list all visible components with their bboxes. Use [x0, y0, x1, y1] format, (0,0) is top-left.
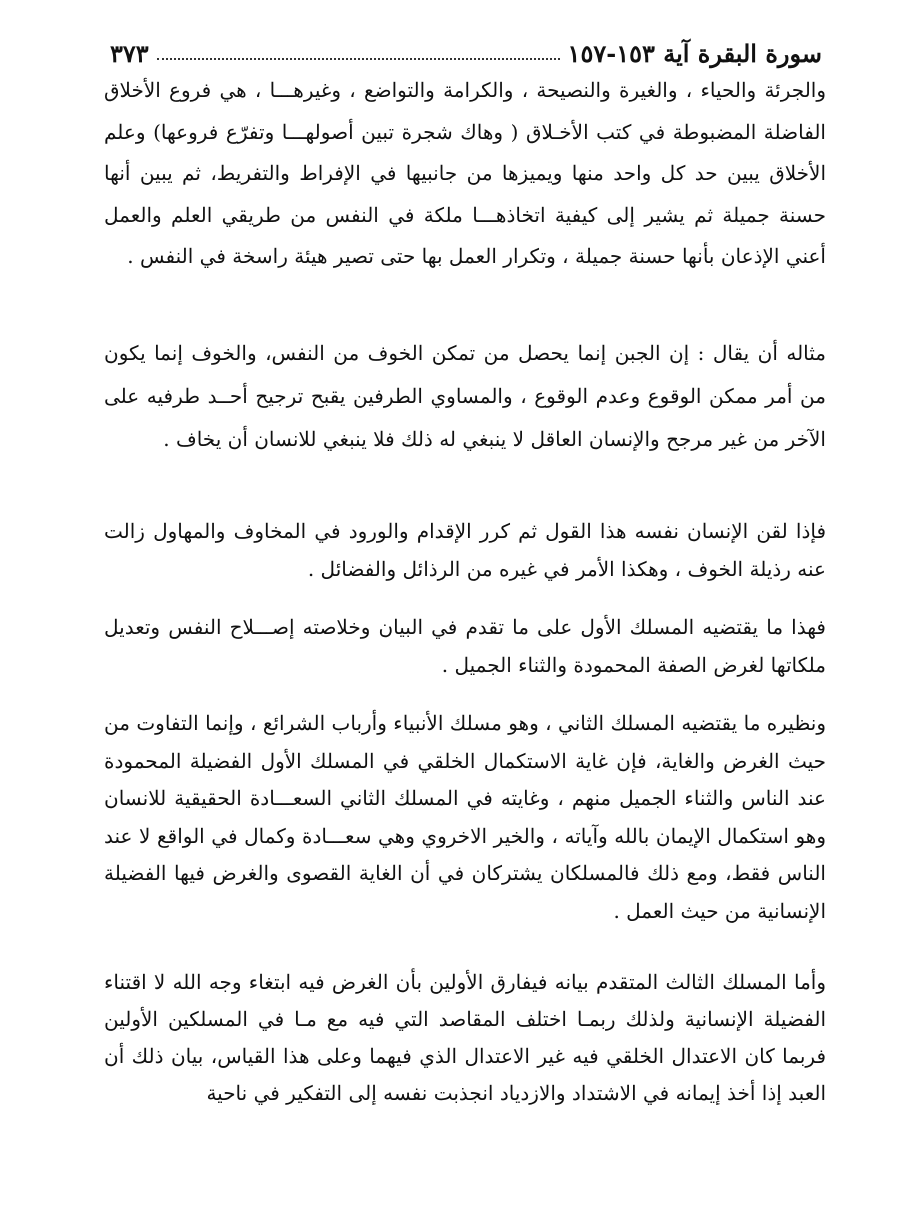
paragraph-6: وأما المسلك الثالث المتقدم بيانه فيفارق الأولين بأن الغرض فيه ابتغاء وجه الله لا اقتناء الفضيلة الإنسانية ولذلك ربمـا اختلف المقاصد التي فيه مع مـا في المسلكين الأولين فربما كان الاعتدال الخلقي فيه غير الاعتدال الذي فيهما وعلى هذا القياس، بيان ذلك أن العبد إذا أخذ إيمانه في الاشتداد والازدياد انجذبت نفسه إلى التفكير في ناحية [104, 970, 826, 1105]
paragraph-4: فهذا ما يقتضيه المسلك الأول على ما تقدم في البيان وخلاصته إصـــلاح النفس وتعديل ملكاتها لغرض الصفة المحمودة والثناء الجميل . [104, 615, 826, 677]
page-number: ٣٧٣ [110, 39, 149, 68]
dotted-leader [157, 58, 560, 60]
page-header [110, 34, 822, 66]
paragraph-5: ونظيره ما يقتضيه المسلك الثاني ، وهو مسلك الأنبياء وأرباب الشرائع ، وإنما التفاوت من حيث الغرض والغاية، فإن غاية الاستكمال الخلقي في المسلك الأول الفضيلة المحمودة عند الناس والثناء الجميل منهم ، وغايته في المسلك الثاني السعـــادة الحقيقية للانسان وهو استكمال الإيمان بالله وآياته ، والخير الاخروي وهي سعـــادة وكمال في الواقع لا عند الناس فقط، ومع ذلك فالمسلكان يشتركان في أن الغاية القصوى والغرض فيها الفضيلة الإنسانية من حيث العمل . [104, 711, 826, 923]
paragraph-2: مثاله أن يقال : إن الجبن إنما يحصل من تمكن الخوف من النفس، والخوف إنما يكون من أمر ممكن الوقوع وعدم الوقوع ، والمساوي الطرفين يقبح ترجيح أحــد طرفيه على الآخر من غير مرجح والإنسان العاقل لا ينبغي له ذلك فلا ينبغي للانسان أن يخاف . [104, 341, 827, 451]
paragraph-3: فإذا لقن الإنسان نفسه هذا القول ثم كرر الإقدام والورود في المخاوف والمهاول زالت عنه رذيلة الخوف ، وهكذا الأمر في غيره من الرذائل والفضائل . [104, 519, 826, 581]
running-title: سورة البقرة آية ١٥٣-١٥٧ [567, 39, 822, 68]
paragraph-1: والجرئة والحياء ، والغيرة والنصيحة ، والكرامة والتواضع ، وغيرهـــا ، هي فروع الأخلاق الفاضلة المضبوطة في كتب الأخـلاق ( وهاك شجرة تبين أصولهـــا وتفرّع فروعها) وعلم الأخلاق يبين حد كل واحد منها ويميزها من جانبيها في الإفراط والتفريط، ثم يبين أنها حسنة جميلة ثم يشير إلى كيفية اتخاذهـــا ملكة في النفس من طريقي العلم والعمل أعني الإذعان بأنها حسنة جميلة ، وتكرار العمل بها حتى تصير هيئة راسخة في النفس . [104, 78, 827, 268]
